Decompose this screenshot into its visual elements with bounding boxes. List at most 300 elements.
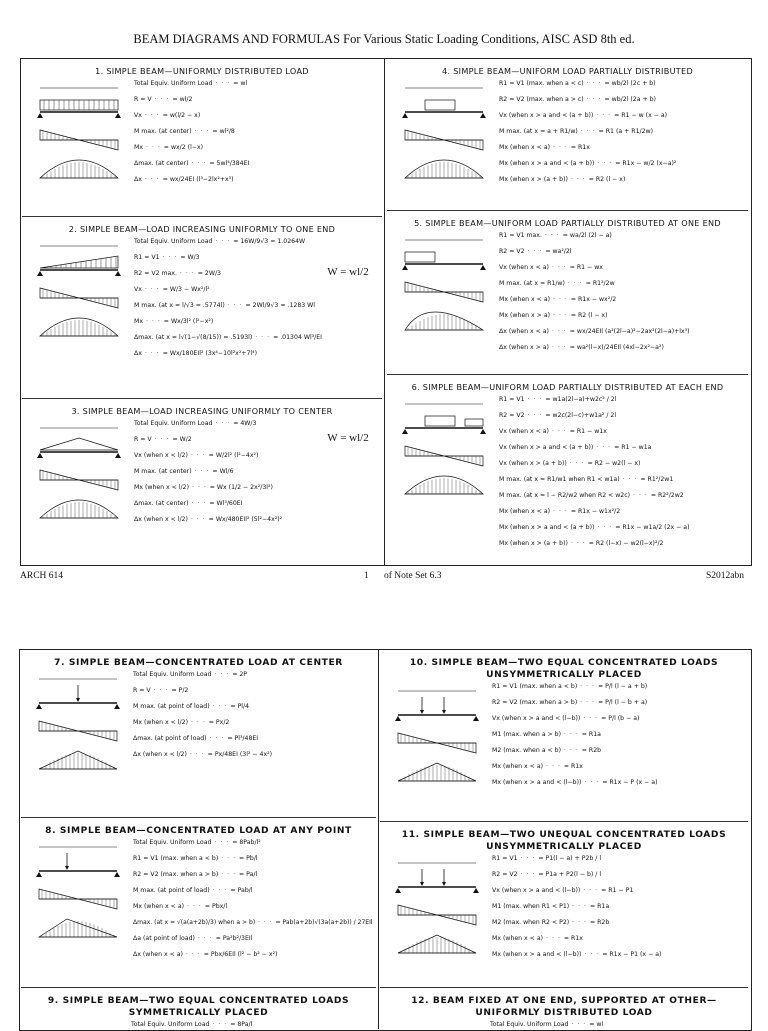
formula-row bbox=[134, 96, 192, 104]
formula-row bbox=[492, 715, 639, 723]
leader-dots: · · · bbox=[524, 396, 546, 403]
formula-row bbox=[133, 855, 258, 863]
support-right bbox=[480, 265, 486, 270]
formula-label: Mx (when x > a and < (a + b)) bbox=[499, 524, 595, 531]
leader-dots: · · · bbox=[141, 350, 163, 357]
load-block bbox=[425, 416, 455, 426]
formula-value: = .01304 Wl³/EI bbox=[273, 334, 322, 341]
load-arrowhead bbox=[442, 710, 446, 714]
support-right bbox=[114, 872, 120, 877]
leader-dots: · · · bbox=[594, 160, 616, 167]
formula-row bbox=[133, 719, 229, 727]
formula-row bbox=[134, 500, 243, 508]
leader-dots: · · · bbox=[581, 951, 603, 958]
formula-label: R1 = V1 bbox=[499, 396, 525, 403]
formula-value: = R1²/2w1 bbox=[640, 476, 674, 483]
formula-label: Total Equiv. Uniform Load bbox=[131, 1021, 210, 1028]
panel-title: 6. SIMPLE BEAM—UNIFORM LOAD PARTIALLY DISTRIBUTED AT EACH END bbox=[411, 382, 724, 392]
beam-diagram bbox=[25, 673, 131, 783]
formula-row bbox=[134, 176, 234, 184]
support-right bbox=[115, 113, 121, 118]
load-triangle bbox=[40, 438, 118, 450]
leader-dots: · · · bbox=[141, 112, 163, 119]
formula-value: = P/l (b − a) bbox=[601, 715, 640, 722]
leader-dots: · · · bbox=[151, 96, 173, 103]
beam-case-panel bbox=[21, 651, 376, 817]
beam-case-panel bbox=[22, 218, 382, 398]
leader-dots: · · · bbox=[212, 420, 234, 427]
leader-dots: · · · bbox=[580, 887, 602, 894]
beam-case-panel bbox=[380, 989, 748, 1028]
formula-row bbox=[134, 350, 257, 358]
panel-title: 5. SIMPLE BEAM—UNIFORM LOAD PARTIALLY DISTRIBUTED AT ONE END bbox=[414, 218, 721, 228]
support-right bbox=[114, 704, 120, 709]
formula-value: = 16W/9√3 = 1.0264W bbox=[233, 238, 306, 245]
formula-label: Δmax. (at center) bbox=[134, 500, 189, 507]
formula-value: = wx/2 (l−x) bbox=[163, 144, 204, 151]
formula-label: R2 = V2 (max. when a > b) bbox=[133, 871, 219, 878]
beam-case-panel bbox=[21, 819, 376, 987]
formula-value: = wl bbox=[589, 1021, 604, 1028]
panel-separator bbox=[387, 210, 748, 211]
load-block bbox=[405, 252, 435, 262]
formula-value: = Wx/480EIl² (5l²−4x²)² bbox=[208, 516, 283, 523]
formula-label: R2 = V2 bbox=[499, 248, 525, 255]
formula-value: = R2²/2w2 bbox=[650, 492, 684, 499]
formula-label: Vx (when x > a and < (l−b)) bbox=[492, 715, 581, 722]
formula-value: = Wx/180EIl² (3x⁴−10l²x²+7l⁴) bbox=[162, 350, 258, 357]
formula-row bbox=[133, 671, 247, 679]
shear-diagram bbox=[39, 721, 117, 741]
formula-row bbox=[499, 176, 625, 184]
leader-dots: · · · bbox=[550, 508, 571, 515]
support-right bbox=[115, 271, 121, 276]
load-note-2: W = wl/2 bbox=[327, 432, 369, 444]
formula-label: M max. (at x = l − R2/w2 when R2 < w2c) bbox=[499, 492, 631, 499]
leader-dots: · · · bbox=[211, 671, 233, 678]
page-title: BEAM DIAGRAMS AND FORMULAS For Various Static Loading Conditions, AISC ASD 8th ed. bbox=[133, 32, 635, 46]
formula-row bbox=[499, 476, 673, 484]
support-left bbox=[395, 716, 401, 721]
leader-dots: · · · bbox=[189, 484, 210, 491]
beam-case-panel bbox=[22, 60, 382, 216]
formula-row bbox=[134, 144, 203, 152]
formula-value: = w1a(2l−a)+w2c² / 2l bbox=[545, 396, 617, 403]
formula-label: R1 = V1 (max. when a < b) bbox=[492, 683, 578, 690]
leader-dots: · · · bbox=[561, 747, 582, 754]
formula-label: M1 (max. when R1 < P1) bbox=[492, 903, 570, 910]
leader-dots: · · · bbox=[564, 280, 586, 287]
beam-diagram bbox=[384, 857, 490, 967]
support-left bbox=[402, 113, 408, 118]
leader-dots: · · · bbox=[524, 412, 546, 419]
formula-label: Δmax. (at x = √(a(a+2b)/3) when a > b) bbox=[133, 919, 256, 926]
leader-dots: · · · bbox=[550, 312, 571, 319]
formula-row bbox=[499, 160, 676, 168]
formula-row bbox=[134, 270, 221, 278]
formula-label: R1 = V1 bbox=[134, 254, 160, 261]
formula-label: Vx (when x < l/2) bbox=[134, 452, 188, 459]
formula-value: = wb/2l (2c + b) bbox=[604, 80, 656, 87]
formula-row bbox=[133, 751, 272, 759]
formula-row bbox=[499, 524, 690, 532]
leader-dots: · · · bbox=[619, 476, 641, 483]
formula-row bbox=[133, 919, 373, 927]
formula-row bbox=[133, 887, 253, 895]
formula-value: = Pb/l bbox=[239, 855, 258, 862]
formula-value: = R1 − w1x bbox=[569, 428, 607, 435]
beam-case-panel bbox=[22, 400, 382, 562]
formula-label: Δmax. (at center) bbox=[134, 160, 189, 167]
leader-dots: · · · bbox=[561, 731, 582, 738]
support-left bbox=[402, 429, 408, 434]
beam-diagram bbox=[384, 685, 490, 795]
leader-dots: · · · bbox=[150, 687, 172, 694]
panel-separator bbox=[380, 987, 748, 988]
formula-row bbox=[499, 112, 667, 120]
formula-label: Vx (when x < a) bbox=[499, 428, 549, 435]
formula-value: = Px/48EI (3l² − 4x²) bbox=[207, 751, 273, 758]
formula-value: = P/l (l − b + a) bbox=[598, 699, 648, 706]
load-triangle bbox=[40, 256, 118, 268]
formula-value: = Wl³/60EI bbox=[209, 500, 243, 507]
leader-dots: · · · bbox=[577, 128, 599, 135]
panel-title: 4. SIMPLE BEAM—UNIFORM LOAD PARTIALLY DISTRIBUTED bbox=[442, 66, 693, 76]
leader-dots: · · · bbox=[630, 492, 651, 499]
formula-value: = R1a bbox=[589, 903, 610, 910]
formula-label: R2 = V2 (max. when a > b) bbox=[492, 699, 578, 706]
leader-dots: · · · bbox=[594, 524, 616, 531]
formula-value: = R2 − w2(l − x) bbox=[587, 460, 641, 467]
formula-label: M max. (at x = a + R1/w) bbox=[499, 128, 578, 135]
formula-row bbox=[133, 871, 257, 879]
load-arrowhead bbox=[76, 698, 80, 702]
load-arrowhead bbox=[420, 882, 424, 886]
leader-dots: · · · bbox=[517, 871, 539, 878]
leader-dots: · · · bbox=[176, 270, 198, 277]
leader-dots: · · · bbox=[581, 779, 603, 786]
formula-row bbox=[492, 855, 601, 863]
formula-value: = Px/2 bbox=[208, 719, 230, 726]
formula-label: Δx (when x < l/2) bbox=[133, 751, 187, 758]
panel-separator bbox=[21, 987, 376, 988]
support-right bbox=[473, 888, 479, 893]
formula-row bbox=[134, 452, 258, 460]
formula-value: = 5wl⁴/384EI bbox=[209, 160, 250, 167]
leader-dots: · · · bbox=[224, 302, 246, 309]
formula-row bbox=[492, 887, 633, 895]
formula-value: = R2 (l − x) bbox=[588, 176, 626, 183]
leader-dots: · · · bbox=[191, 468, 213, 475]
formula-label: R1 = V1 (max. when a < c) bbox=[499, 80, 584, 87]
formula-value: = Pab(a+2b)√(3a(a+2b)) / 27EIl bbox=[275, 919, 373, 926]
formula-row bbox=[492, 699, 647, 707]
formula-value: = Pbx/6EIl (l² − b² − x²) bbox=[203, 951, 278, 958]
leader-dots: · · · bbox=[569, 919, 590, 926]
formula-value: = Wx (1/2 − 2x²/3l²) bbox=[209, 484, 273, 491]
formula-value: = W/3 bbox=[180, 254, 200, 261]
support-right bbox=[115, 453, 121, 458]
support-left bbox=[395, 888, 401, 893]
beam-case-panel bbox=[387, 212, 748, 374]
formula-row bbox=[499, 280, 615, 288]
formula-row bbox=[492, 903, 609, 911]
shear-diagram bbox=[405, 130, 483, 150]
panel-separator bbox=[387, 374, 748, 375]
formula-row bbox=[499, 232, 612, 240]
support-right bbox=[480, 429, 486, 434]
formula-value: = wa²/2l bbox=[545, 248, 572, 255]
beam-case-panel bbox=[380, 651, 748, 821]
formula-label: Δx (when x < a) bbox=[133, 951, 183, 958]
leader-dots: · · · bbox=[186, 751, 208, 758]
formula-value: = wl²/8 bbox=[212, 128, 235, 135]
formula-row bbox=[131, 1021, 252, 1029]
formula-value: = W/2l² (l²−4x²) bbox=[208, 452, 259, 459]
formula-row bbox=[134, 112, 200, 120]
load-block-2 bbox=[465, 419, 483, 426]
formula-label: R2 = V2 max. bbox=[134, 270, 177, 277]
sheet-2-divider bbox=[378, 649, 379, 1029]
shear-diagram bbox=[405, 282, 483, 302]
formula-value: = Wx/3l² (l²−x²) bbox=[163, 318, 214, 325]
formula-value: = wb/2l (2a + b) bbox=[604, 96, 656, 103]
beam-diagram bbox=[391, 82, 497, 192]
shear-diagram bbox=[398, 905, 476, 925]
formula-value: = Pl/4 bbox=[230, 703, 250, 710]
formula-value: = Pl³/48EI bbox=[227, 735, 259, 742]
formula-value: = P/2 bbox=[171, 687, 189, 694]
formula-row bbox=[134, 516, 282, 524]
beam-diagram bbox=[26, 240, 132, 350]
formula-value: = W/2 bbox=[172, 436, 192, 443]
leader-dots: · · · bbox=[187, 452, 209, 459]
leader-dots: · · · bbox=[548, 344, 570, 351]
leader-dots: · · · bbox=[188, 719, 209, 726]
formula-row bbox=[499, 264, 603, 272]
panel-separator bbox=[22, 398, 382, 399]
formula-value: = R1x − w1a/2 (2x − a) bbox=[615, 524, 690, 531]
formula-value: = wa²(l−x)/24EIl (4xl−2x²−a²) bbox=[569, 344, 664, 351]
leader-dots: · · · bbox=[550, 296, 571, 303]
formula-row bbox=[134, 160, 249, 168]
formula-row bbox=[499, 396, 616, 404]
formula-row bbox=[499, 328, 690, 336]
formula-label: M max. (at point of load) bbox=[133, 703, 210, 710]
formula-value: = R1 − P1 bbox=[601, 887, 634, 894]
beam-case-panel bbox=[21, 989, 376, 1028]
formula-row bbox=[134, 80, 247, 88]
formula-value: = R1 − w1a bbox=[614, 444, 652, 451]
formula-value: = R1x − P1 (x − a) bbox=[602, 951, 662, 958]
formula-row bbox=[492, 731, 601, 739]
leader-dots: · · · bbox=[212, 80, 234, 87]
formula-row bbox=[134, 436, 192, 444]
formula-label: M2 (max. when R2 < P2) bbox=[492, 919, 570, 926]
leader-dots: · · · bbox=[550, 144, 571, 151]
formula-row bbox=[492, 951, 661, 959]
formula-label: Total Equiv. Uniform Load bbox=[134, 80, 213, 87]
leader-dots: · · · bbox=[567, 176, 589, 183]
beam-case-panel bbox=[387, 60, 748, 210]
leader-dots: · · · bbox=[209, 703, 231, 710]
leader-dots: · · · bbox=[583, 80, 605, 87]
formula-value: = wl bbox=[233, 80, 248, 87]
formula-label: R1 = V1 (max. when a < b) bbox=[133, 855, 219, 862]
formula-row bbox=[499, 508, 620, 516]
leader-dots: · · · bbox=[182, 951, 204, 958]
formula-value: = R1x bbox=[563, 935, 583, 942]
formula-label: Mx (when x < l/2) bbox=[133, 719, 188, 726]
formula-value: = P/l (l − a + b) bbox=[598, 683, 648, 690]
beam-diagram bbox=[26, 422, 132, 532]
formula-label: Mx (when x > a) bbox=[499, 312, 551, 319]
panel-separator bbox=[21, 817, 376, 818]
formula-label: Mx bbox=[134, 144, 144, 151]
formula-row bbox=[499, 296, 616, 304]
leader-dots: · · · bbox=[191, 128, 213, 135]
formula-value: = W/3 − Wx²/l² bbox=[162, 286, 210, 293]
formula-label: Total Equiv. Uniform Load bbox=[134, 238, 213, 245]
formula-row bbox=[134, 420, 256, 428]
formula-row bbox=[492, 747, 601, 755]
formula-value: = P1(l − a) + P2b / l bbox=[538, 855, 602, 862]
formula-row bbox=[134, 238, 305, 246]
formula-label: M max. (at x = R1/w) bbox=[499, 280, 565, 287]
formula-label: Mx (when x < a) bbox=[499, 296, 551, 303]
formula-label: Mx (when x < a) bbox=[499, 144, 551, 151]
panel-separator bbox=[380, 821, 748, 822]
formula-label: Δx (when x < l/2) bbox=[134, 516, 188, 523]
formula-value: = wx/24EI (l³−2lx²+x³) bbox=[162, 176, 234, 183]
formula-label: M1 (max. when a > b) bbox=[492, 731, 561, 738]
formula-label: Mx (when x > (a + b)) bbox=[499, 540, 568, 547]
formula-label: Δx (when x < a) bbox=[499, 328, 549, 335]
leader-dots: · · · bbox=[212, 238, 234, 245]
formula-label: Vx (when x > a and < (a + b)) bbox=[499, 112, 594, 119]
leader-dots: · · · bbox=[577, 683, 599, 690]
formula-row bbox=[499, 492, 684, 500]
load-block bbox=[425, 100, 455, 110]
formula-row bbox=[499, 460, 640, 468]
formula-row bbox=[134, 286, 210, 294]
formula-row bbox=[499, 248, 572, 256]
load-arrowhead bbox=[65, 866, 69, 870]
formula-row bbox=[133, 935, 252, 943]
formula-label: Mx (when x < a) bbox=[492, 763, 544, 770]
formula-label: Total Equiv. Uniform Load bbox=[133, 839, 212, 846]
leader-dots: · · · bbox=[543, 935, 564, 942]
formula-label: Vx (when x > a and < (l−b)) bbox=[492, 887, 581, 894]
load-arrowhead bbox=[442, 882, 446, 886]
support-right bbox=[480, 113, 486, 118]
formula-label: R1 = V1 max. bbox=[499, 232, 542, 239]
formula-label: Mx (when x < a) bbox=[133, 903, 185, 910]
formula-row bbox=[492, 935, 583, 943]
formula-label: Vx (when x > (a + b)) bbox=[499, 460, 567, 467]
support-right bbox=[473, 716, 479, 721]
panel-title: 12. BEAM FIXED AT ONE END, SUPPORTED AT OTHER—UNIFORMLY DISTRIBUTED LOAD bbox=[411, 996, 717, 1018]
formula-label: R2 = V2 bbox=[492, 871, 518, 878]
panel-title: 11. SIMPLE BEAM—TWO UNEQUAL CONCENTRATED LOADS UNSYMMETRICALLY PLACED bbox=[401, 830, 727, 852]
formula-row bbox=[133, 735, 258, 743]
formula-row bbox=[134, 484, 273, 492]
leader-dots: · · · bbox=[143, 318, 164, 325]
leader-dots: · · · bbox=[151, 436, 173, 443]
leader-dots: · · · bbox=[143, 144, 164, 151]
formula-value: = R1x bbox=[563, 763, 583, 770]
formula-label: R = V bbox=[133, 687, 151, 694]
leader-dots: · · · bbox=[580, 715, 602, 722]
shear-diagram bbox=[398, 733, 476, 753]
formula-row bbox=[134, 128, 235, 136]
formula-row bbox=[133, 839, 261, 847]
formula-label: Mx (when x > a and < (l−b)) bbox=[492, 779, 582, 786]
formula-value: = R1x − w/2 (x−a)² bbox=[615, 160, 677, 167]
panel-title: 1. SIMPLE BEAM—UNIFORMLY DISTRIBUTED LOAD bbox=[95, 66, 309, 76]
formula-label: M max. (at center) bbox=[134, 468, 192, 475]
beam-diagram bbox=[25, 841, 131, 951]
leader-dots: · · · bbox=[548, 264, 570, 271]
sheet-1-divider bbox=[384, 58, 385, 566]
leader-dots: · · · bbox=[184, 903, 205, 910]
formula-label: R1 = V1 bbox=[492, 855, 518, 862]
formula-label: M max. (at point of load) bbox=[133, 887, 210, 894]
leader-dots: · · · bbox=[548, 328, 570, 335]
formula-label: Mx (when x > a and < (l−b)) bbox=[492, 951, 582, 958]
shear-diagram bbox=[40, 470, 118, 490]
leader-dots: · · · bbox=[209, 887, 231, 894]
leader-dots: · · · bbox=[188, 500, 210, 507]
formula-label: Δmax. (at point of load) bbox=[133, 735, 207, 742]
formula-row bbox=[499, 412, 616, 420]
leader-dots: · · · bbox=[583, 96, 605, 103]
formula-label: Mx (when x < a) bbox=[499, 508, 551, 515]
beam-diagram bbox=[391, 398, 497, 508]
formula-row bbox=[492, 871, 601, 879]
leader-dots: · · · bbox=[209, 1021, 231, 1028]
formula-row bbox=[499, 540, 663, 548]
formula-value: = 8Pab/l² bbox=[232, 839, 261, 846]
formula-label: Mx (when x > (a + b)) bbox=[499, 176, 568, 183]
formula-label: M max. (at x = l/√3 = .5774l) bbox=[134, 302, 225, 309]
footer-note-set: of Note Set 6.3 bbox=[384, 571, 442, 581]
formula-label: Vx bbox=[134, 286, 142, 293]
formula-value: = Pab/l bbox=[230, 887, 253, 894]
support-left bbox=[36, 704, 42, 709]
formula-value: = Wl/6 bbox=[212, 468, 234, 475]
leader-dots: · · · bbox=[252, 334, 274, 341]
beam-case-panel bbox=[387, 376, 748, 562]
shear-diagram bbox=[40, 288, 118, 308]
formula-row bbox=[499, 80, 656, 88]
formula-label: Vx (when x < a) bbox=[499, 264, 549, 271]
formula-label: Total Equiv. Uniform Load bbox=[133, 671, 212, 678]
formula-row bbox=[499, 344, 664, 352]
leader-dots: · · · bbox=[568, 1021, 590, 1028]
formula-label: R2 = V2 bbox=[499, 412, 525, 419]
leader-dots: · · · bbox=[517, 855, 539, 862]
formula-value: = R2b bbox=[581, 747, 602, 754]
formula-value: = Pa²b²/3EIl bbox=[215, 935, 253, 942]
formula-value: = R1x − w1x²/2 bbox=[570, 508, 621, 515]
formula-row bbox=[133, 951, 277, 959]
formula-row bbox=[134, 302, 315, 310]
formula-label: R = V bbox=[134, 436, 152, 443]
formula-value: = R1a bbox=[581, 731, 601, 738]
formula-label: Mx (when x < l/2) bbox=[134, 484, 189, 491]
formula-value: = R1x − wx²/2 bbox=[570, 296, 617, 303]
